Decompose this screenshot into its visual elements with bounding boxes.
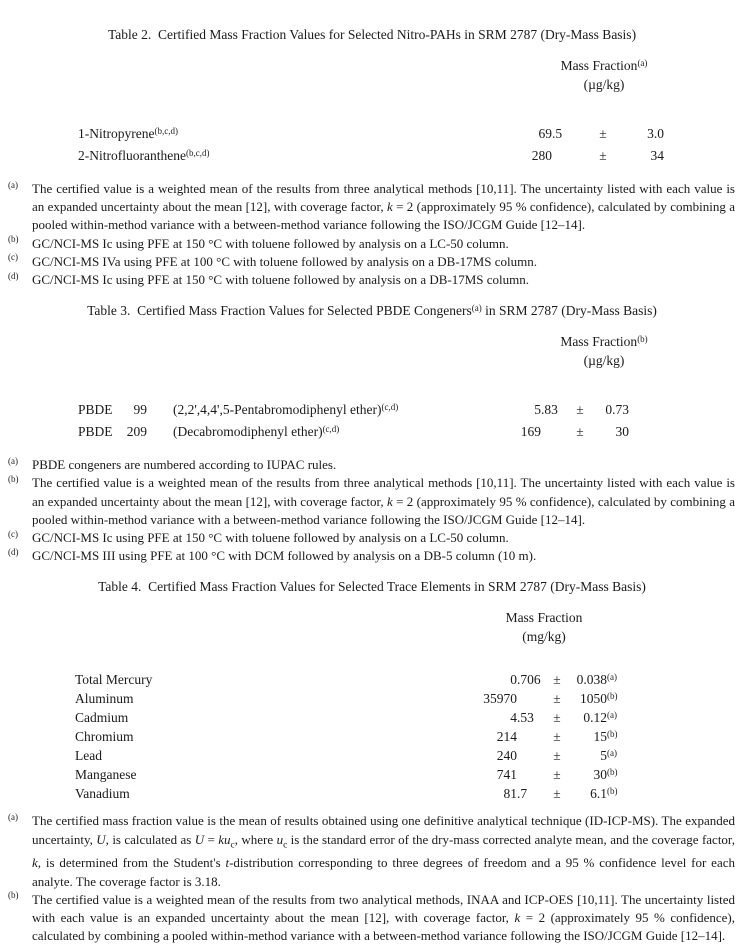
table4-header-unit: (mg/kg) xyxy=(522,629,566,645)
value-fraction: .83 xyxy=(541,402,558,418)
footnote xyxy=(0,271,744,289)
plus-minus-sign: ± xyxy=(553,786,561,802)
plus-minus-sign: ± xyxy=(553,767,561,783)
footnote xyxy=(0,474,744,529)
congener-name: (Decabromodiphenyl ether) xyxy=(173,424,323,440)
analyte-name: Aluminum xyxy=(75,691,134,707)
value-fraction: .706 xyxy=(517,672,541,688)
table4-column-header xyxy=(454,609,634,646)
analyte-name: Chromium xyxy=(75,729,134,745)
analyte-name xyxy=(0,421,479,444)
uncertainty-value: 30 xyxy=(615,424,629,440)
table-row xyxy=(0,746,744,765)
plus-minus-sign: ± xyxy=(599,126,607,141)
uncertainty-superscript: (a) xyxy=(607,747,617,758)
footnote-text: GC/NCI-MS Ic using PFE at 150 °C with toluene followed by analysis on a LC-50 column. xyxy=(32,235,509,251)
value-integer: 741 xyxy=(496,767,517,783)
footnote-text: The certified value is a weighted mean of the results from three analytical methods [10,11]. The uncertainty listed with each value is an expanded uncertainty about the mean [12], with coverage factor, k = 2 (approximately 95 % confidence), calculated by combining a pooled within-method variance with a between-method variance following the ISO/JCGM Guide [12–14]. xyxy=(32,181,735,233)
table-row xyxy=(0,689,744,708)
value-fraction: .5 xyxy=(552,126,563,141)
footnote xyxy=(0,180,744,235)
uncertainty-value: 34 xyxy=(650,148,664,163)
analyte-name: 1-Nitropyrene$^{(b,c,d)}$ xyxy=(78,125,178,141)
table3-column-header xyxy=(514,333,694,370)
table4-header-label: Mass Fraction xyxy=(505,610,583,626)
footnote-text: The certified value is a weighted mean of the results from two analytical methods, INAA and ICP-OES [10,11]. The uncertainty listed with each value is an expanded uncertainty about the mean [12], with coverage factor, k = 2 (approximately 95 % confidence), calculated by combining a pooled within-method variance with a between-method variance following the ISO/JCGM Guide [12–14]. xyxy=(32,891,735,944)
analyte-name xyxy=(0,399,479,422)
analyte-name: Total Mercury xyxy=(75,672,153,688)
congener-number: 99 xyxy=(133,402,147,418)
footnote-text: PBDE congeners are numbered according to IUPAC rules. xyxy=(32,457,337,473)
table2-section xyxy=(0,0,744,289)
footnote-marker: (b) xyxy=(8,234,19,245)
uncertainty-value: 15 xyxy=(593,729,607,745)
analyte-superscript: (b,c,d) xyxy=(185,147,210,158)
table3-header-superscript: (b) xyxy=(637,333,648,344)
analyte-name: Vanadium xyxy=(75,786,130,802)
value-integer: 35970 xyxy=(483,691,517,707)
uncertainty-value: 3.0 xyxy=(647,126,664,141)
table-row xyxy=(0,708,744,727)
uncertainty-superscript: (a) xyxy=(607,671,617,682)
table4-rows xyxy=(0,670,744,803)
uncertainty-superscript: (b) xyxy=(607,728,618,739)
value-integer: 169 xyxy=(520,424,541,440)
footnote-marker: (c) xyxy=(8,252,18,263)
table-row xyxy=(0,123,744,145)
footnote-text: The certified value is a weighted mean of the results from three analytical methods [10,11]. The uncertainty listed with each value is an expanded uncertainty about the mean [12], with coverage factor, k = 2 (approximately 95 % confidence), calculated by combining a pooled within-method variance with a between-method variance following the ISO/JCGM Guide [12–14]. xyxy=(32,475,735,527)
analyte-superscript: (c,d) xyxy=(381,401,399,412)
table2-footnotes xyxy=(0,180,744,289)
value-integer: 69 xyxy=(538,126,552,141)
congener-name: (2,2',4,4',5-Pentabromodiphenyl ether) xyxy=(173,402,382,418)
footnote xyxy=(0,456,744,474)
table2-rows xyxy=(0,123,744,167)
plus-minus-sign: ± xyxy=(553,710,561,726)
congener-prefix: PBDE xyxy=(78,402,113,418)
value-integer: 4 xyxy=(510,710,517,726)
congener-prefix: PBDE xyxy=(78,424,113,440)
analyte-name: Manganese xyxy=(75,767,137,783)
footnote-text: GC/NCI-MS Ic using PFE at 150 °C with toluene followed by analysis on a DB-17MS column. xyxy=(32,272,530,288)
uncertainty-value: 0.12 xyxy=(583,710,607,726)
table-row xyxy=(0,727,744,746)
plus-minus-sign: ± xyxy=(553,729,561,745)
table-row xyxy=(0,421,744,443)
uncertainty-superscript: (b) xyxy=(607,690,618,701)
table2-header-superscript: (a) xyxy=(637,57,648,68)
table2-column-header xyxy=(514,57,694,94)
table3-title-text: Table 3. Certified Mass Fraction Values for Selected PBDE Congeners xyxy=(87,303,472,319)
uncertainty-value: 1050 xyxy=(580,691,607,707)
footnote-marker: (d) xyxy=(8,270,19,281)
table2-title-text: Table 2. Certified Mass Fraction Values for Selected Nitro-PAHs in SRM 2787 (Dry-Mass Basis) xyxy=(107,27,637,42)
footnote xyxy=(0,891,744,946)
table4-footnotes xyxy=(0,812,744,945)
uncertainty-superscript: (b) xyxy=(607,785,618,796)
table2-header-label: Mass Fraction$^{(a)}$ xyxy=(560,57,648,73)
footnote-text: GC/NCI-MS III using PFE at 100 °C with DCM followed by analysis on a DB-5 column (10 m). xyxy=(32,548,537,564)
footnote xyxy=(0,547,744,565)
footnote-marker: (a) xyxy=(8,179,18,190)
value-integer: 214 xyxy=(496,729,517,745)
footnote-marker: (c) xyxy=(8,528,18,539)
table4-title-text: Table 4. Certified Mass Fraction Values for Selected Trace Elements in SRM 2787 (Dry-Mass Basis) xyxy=(98,579,646,595)
value-integer: 240 xyxy=(496,748,517,764)
footnote xyxy=(0,529,744,547)
analyte-superscript: (b,c,d) xyxy=(154,125,178,136)
table3-footnotes xyxy=(0,456,744,565)
analyte-superscript: (c,d) xyxy=(322,423,340,434)
table-row xyxy=(0,784,744,803)
footnote-text: The certified mass fraction value is the mean of results obtained using one definitive analytical technique (ID-ICP-MS). The expanded uncertainty, U, is calculated as $U = ku_c$, where $u_c$ is the standard error of the dry-mass corrected analyte mean, and the coverage factor, k, is determined from the Student's t-distribution corresponding to three degrees of freedom and a 95 % confidence level for each analyte. The coverage factor is 3.18. xyxy=(32,813,735,889)
table3-header-unit: (µg/kg) xyxy=(583,353,625,369)
uncertainty-value: 0.73 xyxy=(605,402,629,418)
congener-number: 209 xyxy=(126,424,147,440)
footnote-marker: (a) xyxy=(8,811,18,822)
plus-minus-sign: ± xyxy=(553,748,561,764)
analyte-name: Cadmium xyxy=(75,710,129,726)
table3-title-superscript: (a) xyxy=(471,302,482,313)
table-row xyxy=(0,399,744,421)
analyte-name: 2-Nitrofluoranthene$^{(b,c,d)}$ xyxy=(78,147,210,163)
table3-section xyxy=(0,302,744,565)
analyte-name: Lead xyxy=(75,748,102,764)
value-integer: 280 xyxy=(531,148,552,163)
table4-section xyxy=(0,578,744,945)
footnote-marker: (b) xyxy=(8,473,19,484)
footnote-marker: (b) xyxy=(8,890,19,901)
uncertainty-superscript: (b) xyxy=(607,766,618,777)
table4-title xyxy=(0,578,744,597)
table-row xyxy=(0,145,744,167)
plus-minus-sign: ± xyxy=(553,691,561,707)
footnote-text: GC/NCI-MS Ic using PFE at 150 °C with toluene followed by analysis on a LC-50 column. xyxy=(32,530,509,546)
footnote xyxy=(0,253,744,271)
uncertainty-value: 0.038 xyxy=(576,672,607,688)
footnote xyxy=(0,235,744,253)
footnote-marker: (d) xyxy=(8,546,19,557)
footnote xyxy=(0,812,744,890)
plus-minus-sign: ± xyxy=(576,424,584,440)
value-integer: 0 xyxy=(510,672,517,688)
table2-header-unit: (µg/kg) xyxy=(583,77,625,92)
uncertainty-value: 30 xyxy=(593,767,607,783)
value-fraction: .7 xyxy=(517,786,528,802)
table-row xyxy=(0,765,744,784)
uncertainty-superscript: (a) xyxy=(607,709,617,720)
value-fraction: .53 xyxy=(517,710,534,726)
table3-rows xyxy=(0,399,744,443)
table3-title xyxy=(0,302,744,321)
value-integer: 81 xyxy=(503,786,517,802)
uncertainty-value: 5 xyxy=(600,748,607,764)
table3-header-label: Mass Fraction$^{(b)}$ xyxy=(560,333,648,350)
plus-minus-sign: ± xyxy=(553,672,561,688)
plus-minus-sign: ± xyxy=(599,148,607,163)
table2-title xyxy=(0,26,744,45)
table-row xyxy=(0,670,744,689)
value-integer: 5 xyxy=(534,402,541,418)
footnote-marker: (a) xyxy=(8,455,18,466)
plus-minus-sign: ± xyxy=(576,402,584,418)
table3-title-rest: in SRM 2787 (Dry-Mass Basis) xyxy=(481,303,657,319)
uncertainty-value: 6.1 xyxy=(590,786,607,802)
footnote-text: GC/NCI-MS IVa using PFE at 100 °C with toluene followed by analysis on a DB-17MS column. xyxy=(32,253,537,269)
